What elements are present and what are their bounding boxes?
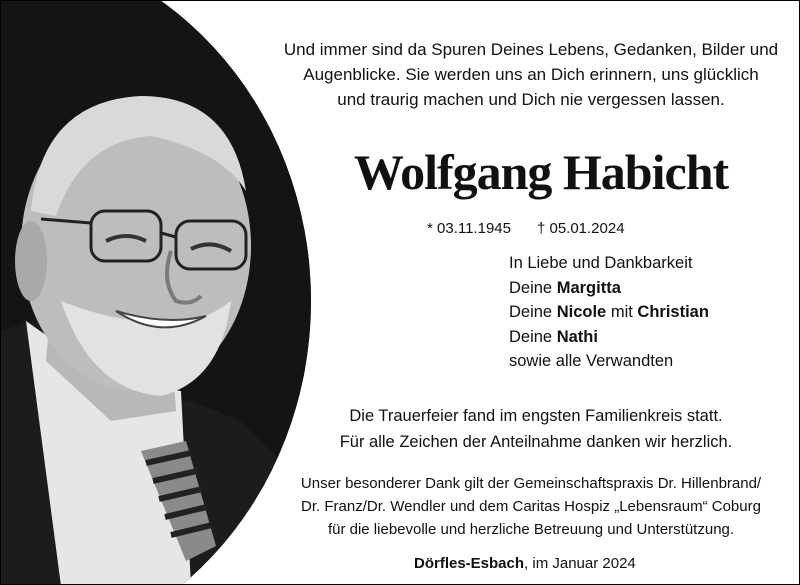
- death-date: † 05.01.2024: [536, 220, 625, 237]
- intro-line: Augenblicke. Sie werden uns an Dich erinnern, uns glücklich: [303, 65, 759, 84]
- mourners-line: Deine Nathi: [509, 327, 598, 346]
- mourners-line: In Liebe und Dankbarkeit: [509, 254, 693, 272]
- intro-line: Und immer sind da Spuren Deines Lebens, Gedanken, Bilder und: [283, 40, 779, 59]
- month-year: , im Januar 2024: [524, 555, 636, 572]
- mourners-list: [509, 251, 709, 374]
- intro-line: und traurig machen und Dich nie vergessen lassen.: [337, 90, 725, 109]
- special-thanks: [266, 472, 796, 541]
- place-and-date: [414, 555, 636, 572]
- service-line: Die Trauerfeier fand im engsten Familienkreis statt.: [349, 407, 723, 425]
- birth-date: * 03.11.1945: [427, 220, 511, 237]
- deceased-name: Wolfgang Habicht: [353, 144, 729, 200]
- portrait-illustration: [1, 1, 311, 585]
- thanks-line: Unser besonderer Dank gilt der Gemeinschaftspraxis Dr. Hillenbrand/: [300, 475, 762, 492]
- thanks-line: für die liebevolle und herzliche Betreuung und Unterstützung.: [327, 521, 735, 538]
- intro-verse: [271, 37, 791, 112]
- service-notice: [276, 403, 796, 455]
- service-line: Für alle Zeichen der Anteilnahme danken wir herzlich.: [339, 433, 733, 451]
- mourners-line: sowie alle Verwandten: [509, 352, 674, 370]
- mourners-line: Deine Margitta: [509, 278, 621, 297]
- life-dates: [427, 220, 651, 237]
- mourners-line: Deine Nicole mit Christian: [509, 303, 709, 321]
- thanks-line: Dr. Franz/Dr. Wendler und dem Caritas Hospiz „Lebensraum“ Coburg: [301, 498, 761, 515]
- portrait-photo: [0, 0, 311, 585]
- place-name: Dörfles-Esbach: [414, 555, 525, 572]
